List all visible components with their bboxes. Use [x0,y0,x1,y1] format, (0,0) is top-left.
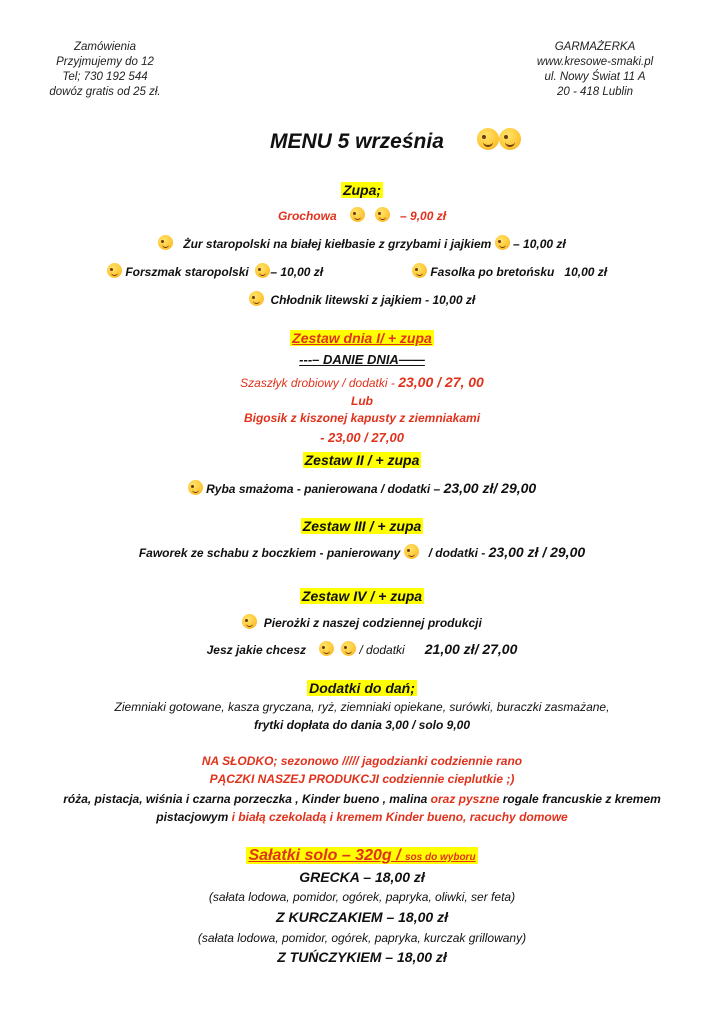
set4-dish: Pierożki z naszej codziennej produkcji [0,614,724,630]
shop-website[interactable]: www.kresowe-smaki.pl [536,56,654,68]
order-info [30,40,180,100]
soup-grochowa: Grochowa – 9,00 zł [277,209,447,223]
wink-emoji-icon [255,263,270,278]
set4-extra: Jesz jakie chcesz / dodatki 21,00 zł/ 27,00 [206,641,518,657]
set3-dish: Faworek ze schabu z boczkiem - panierowany / dodatki - 23,00 zł / 29,00 [138,544,586,560]
order-phone: Tel; 730 192 544 [62,71,148,83]
wink-emoji-icon [107,263,122,278]
salad-chicken: Z KURCZAKIEM – 18,00 zł [276,909,448,925]
shop-name: GARMAŻERKA [554,41,636,53]
sides-list: Ziemniaki gotowane, kasza gryczana, ryż, ziemniaki opiekane, surówki, buraczki zasmażane, [114,700,610,714]
wink-emoji-icon [495,235,510,250]
shop-city: 20 - 418 Lublin [556,86,634,98]
salad-tuna: Z TUŃCZYKIEM – 18,00 zł [277,949,447,965]
set4-heading: Zestaw IV / + zupa [301,588,423,604]
soup-zur: Żur staropolski na białej kiełbasie z grzybami i jajkiem – 10,00 zł [0,235,724,251]
wink-emoji-icon [158,235,173,250]
soup-fasolka: Fasolka po bretońsku 10,00 zł [412,263,607,279]
set3-heading: Zestaw III / + zupa [302,518,422,534]
salad-chicken-desc: (sałata lodowa, pomidor, ogórek, papryka, kurczak grillowany) [197,931,527,945]
soup-heading: Zupa; [342,182,382,198]
set1-dish2: Bigosik z kiszonej kapusty z ziemniakami [243,411,481,425]
salads-heading: Sałatki solo – 320g / sos do wyboru [248,847,476,864]
sweets-line2: PĄCZKI NASZEJ PRODUKCJI codziennie cieplutkie ;) [209,772,515,786]
delivery-info: dowóz gratis od 25 zł. [49,86,161,98]
sweets-line3: róża, pistacja, wiśnia i czarna porzeczka , Kinder bueno , malina oraz pyszne rogale francuskie z kremem [63,792,661,806]
page-title [270,130,444,154]
wink-emoji-icon [499,128,521,150]
set1-dish2-price: - 23,00 / 27,00 [320,430,404,445]
salad-greek-desc: (sałata lodowa, pomidor, ogórek, papryka, oliwki, ser feta) [208,890,516,904]
sweets-line4: pistacjowym i białą czekoladą i kremem Kinder bueno, racuchy domowe [156,810,568,824]
set1-or: Lub [351,394,373,408]
set2-dish: Ryba smażoma - panierowana / dodatki – 23,00 zł/ 29,00 [0,480,724,496]
wink-emoji-icon [341,641,356,656]
wink-emoji-icon [242,614,257,629]
page-title-text: MENU 5 września [270,130,444,153]
shop-info [520,40,670,100]
title-emojis [477,128,521,152]
wink-emoji-icon [375,207,390,222]
sides-fries: frytki dopłata do dania 3,00 / solo 9,00 [253,718,471,732]
wink-emoji-icon [350,207,365,222]
wink-emoji-icon [412,263,427,278]
wink-emoji-icon [477,128,499,150]
wink-emoji-icon [404,544,419,559]
set2-heading: Zestaw II / + zupa [304,452,420,468]
soup-forszmak: Forszmak staropolski – 10,00 zł [107,263,323,279]
sweets-line1: NA SŁODKO; sezonowo ///// jagodzianki codziennie rano [201,754,523,768]
wink-emoji-icon [188,480,203,495]
wink-emoji-icon [319,641,334,656]
shop-street: ul. Nowy Świat 11 A [544,71,646,83]
salad-greek: GRECKA – 18,00 zł [299,869,425,885]
set1-dish1: Szaszłyk drobiowy / dodatki - 23,00 / 27, 00 [240,374,484,390]
set1-heading: Zestaw dnia I/ + zupa [292,330,432,346]
soup-chlodnik: Chłodnik litewski z jajkiem - 10,00 zł [0,291,724,307]
order-label: Zamówienia [74,41,136,53]
wink-emoji-icon [249,291,264,306]
order-deadline: Przyjmujemy do 12 [56,56,154,68]
sides-heading: Dodatki do dań; [309,680,415,696]
set1-subheading: ---– DANIE DNIA—— [299,352,425,367]
